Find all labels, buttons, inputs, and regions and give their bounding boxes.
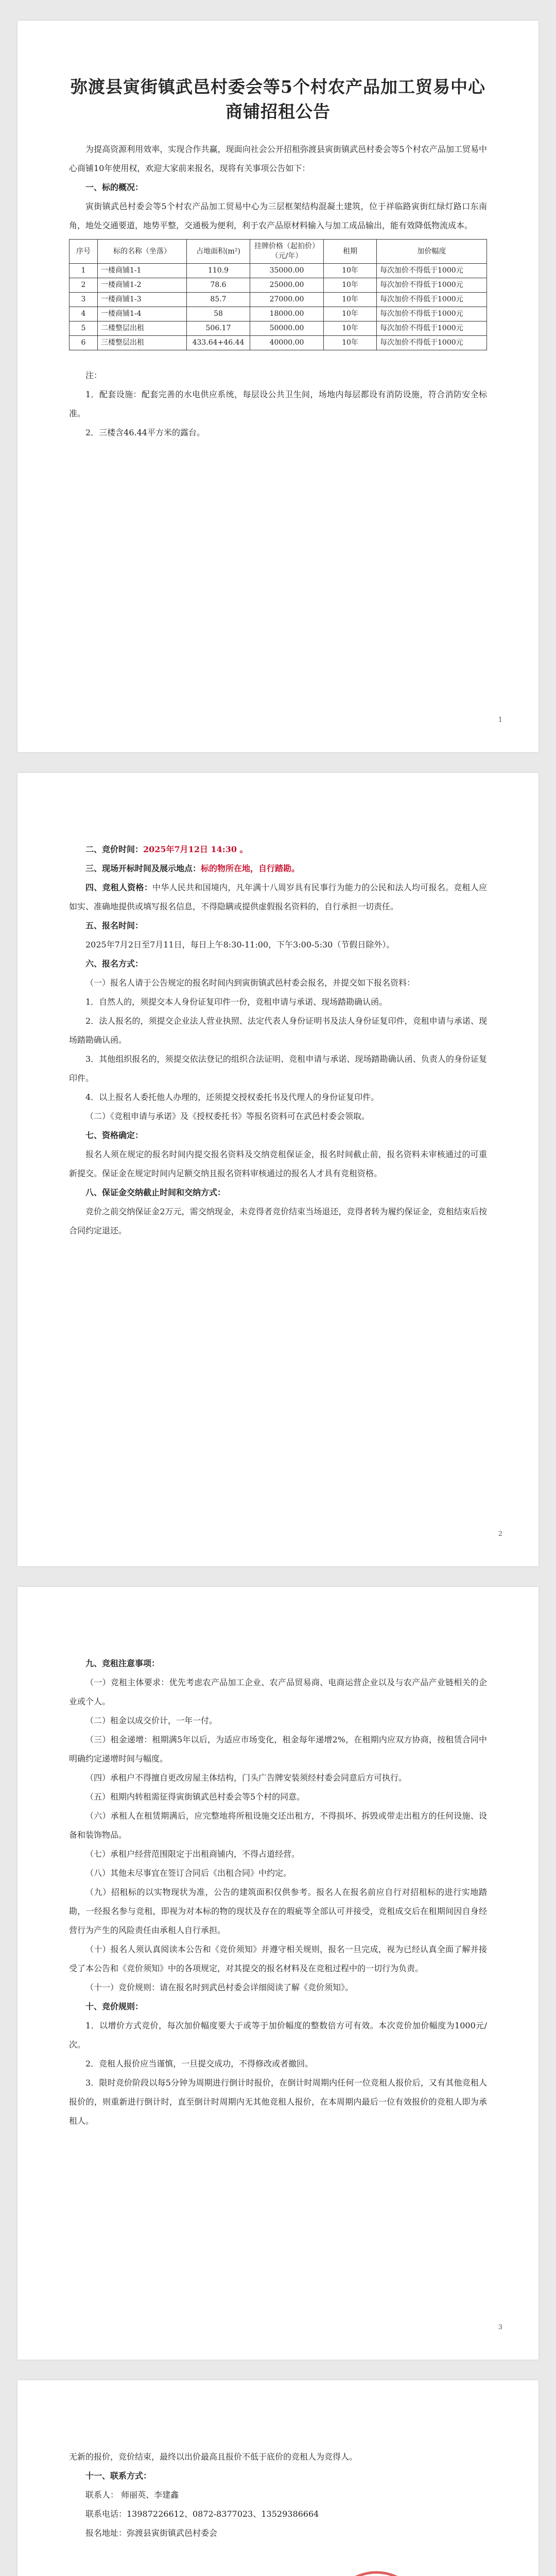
table-cell: 一楼商铺1-3 xyxy=(98,293,187,307)
continuation-paragraph: 无新的报价，竞价结束，最终以出价最高且报价不低于底价的竞租人为竞得人。 xyxy=(69,2452,358,2462)
table-cell: 6 xyxy=(70,336,98,350)
section-2-heading: 二、竞价时间： xyxy=(85,844,144,854)
table-cell: 3 xyxy=(70,293,98,307)
table-cell: 每次加价不得低于1000元 xyxy=(377,307,487,321)
table-cell: 4 xyxy=(70,307,98,321)
table-cell: 506.17 xyxy=(187,321,250,336)
official-seal-icon xyxy=(325,2568,428,2576)
section-9-paragraph: （一）竞租主体要求：优先考虑农产品加工企业、农产品贸易商、电商运营企业以及与农产品产业链相关的企业或个人。 xyxy=(69,1677,487,1706)
section-8-body: 竞价之前交纳保证金2万元，需交纳现金，未竞得者竞价结束当场退还，竞得者转为履约保证金，竞租结束后按合同约定退还。 xyxy=(69,1207,487,1235)
table-cell: 10年 xyxy=(324,307,377,321)
page-number: 2 xyxy=(498,1530,502,1538)
table-cell: 50000.00 xyxy=(250,321,324,336)
page-number: 1 xyxy=(498,716,502,724)
table-cell: 58 xyxy=(187,307,250,321)
section-3-heading: 三、现场开标时间及展示地点： xyxy=(85,863,201,873)
document-page-3 xyxy=(18,1587,538,2360)
section-9-paragraph: （六）承租人在租赁期满后，应完整地将所租设施交还出租方，不得损坏、拆毁或带走出租方的任何设施、设备和装饰物品。 xyxy=(69,1811,487,1840)
table-cell: 每次加价不得低于1000元 xyxy=(377,321,487,336)
section-10-heading: 十、竞价规则： xyxy=(85,2002,144,2011)
section-4 xyxy=(69,878,487,916)
bid-time: 2025年7月12日 14:30 。 xyxy=(143,844,248,854)
table-cell: 每次加价不得低于1000元 xyxy=(377,264,487,278)
contact-person: 联系人： 师丽英、李建鑫 xyxy=(85,2490,179,2500)
section-10-rule: 2．竞租人报价应当谨慎，一旦提交成功，不得修改或者撤回。 xyxy=(85,2059,314,2069)
table-header: 占地面积(m²) xyxy=(187,240,250,264)
table-row xyxy=(70,336,487,350)
section-9-paragraph: （八）其他未尽事宜在签订合同后《出租合同》中约定。 xyxy=(85,1868,292,1878)
section-6-paragraph: 1．自然人的，须提交本人身份证复印件一份，竞租申请与承诺、现场踏勘确认函。 xyxy=(85,997,388,1007)
section-4-heading: 四、竞租人资格： xyxy=(85,883,153,892)
section-11-heading: 十一、联系方式： xyxy=(85,2471,152,2481)
table-cell: 二楼整层出租 xyxy=(98,321,187,336)
table-cell: 三楼整层出租 xyxy=(98,336,187,350)
table-cell: 10年 xyxy=(324,293,377,307)
table-row xyxy=(70,264,487,278)
table-header: 租期 xyxy=(324,240,377,264)
table-cell: 每次加价不得低于1000元 xyxy=(377,293,487,307)
lease-table xyxy=(69,239,487,350)
table-cell: 一楼商铺1-1 xyxy=(98,264,187,278)
table-row xyxy=(70,307,487,321)
section-7-body: 报名人须在规定的报名时间内提交报名资料及交纳竞租保证金，报名时间截止前，报名资料未审核通过的可重新提交。保证金在规定时间内足额交纳且报名资料审核通过的报名人才具有竞租资格。 xyxy=(69,1149,487,1178)
section-6-paragraph: 2．法人报名的，须提交企业法人营业执照、法定代表人身份证明书及法人身份证复印件，竞租申请与承诺、现场踏勘确认函。 xyxy=(69,1016,487,1045)
notes-label: 注： xyxy=(85,370,102,380)
table-cell: 35000.00 xyxy=(250,264,324,278)
section-9-paragraph: （四）承租户不得擅自更改房屋主体结构，门头广告牌安装须经村委会同意后方可执行。 xyxy=(85,1773,407,1783)
section-9-paragraph: （七）承租户经营范围限定于出租商铺内，不得占道经营。 xyxy=(85,1849,300,1859)
note-1: 1．配套设施：配套完善的水电供应系统，每层设公共卫生间，场地内每层都设有消防设施，符合消防安全标准。 xyxy=(69,389,487,418)
contact-phone: 联系电话：13987226612、0872-8377023、13529386664 xyxy=(85,2509,319,2519)
table-cell: 78.6 xyxy=(187,278,250,293)
section-9-paragraph: （九）招租标的以实物现状为准，公告的建筑面积仅供参考。报名人在报名前应自行对招租标的进行实地踏勘，一经报名参与竞租，即视为对本标的物的现状及存在的瑕疵等全部认可并接受，竞租成交后在租期间因自身经营行为产生的风险责任由承租人自行承担。 xyxy=(69,1887,487,1935)
table-header-row xyxy=(70,240,487,264)
document-page-4 xyxy=(18,2380,538,2576)
table-cell: 一楼商铺1-2 xyxy=(98,278,187,293)
section-1-heading: 一、标的概况： xyxy=(85,182,144,192)
notes-block xyxy=(69,366,487,442)
section-9-paragraph: （十）报名人须认真阅读本公告和《竞价须知》并遵守相关规则，报名一旦完成，视为已经认真全面了解并接受了本公告和《竞价须知》中的各项规定，对其提交的报名材料及在竞租过程中的一切行为负责。 xyxy=(69,1944,487,1973)
intro-paragraph: 为提高资源利用效率，实现合作共赢，现面向社会公开招租弥渡县寅街镇武邑村委会等5个村农产品加工贸易中心商铺10年使用权，欢迎大家前来报名，现将有关事项公告如下： xyxy=(69,144,487,173)
site-location: 标的物所在地，自行踏勘。 xyxy=(201,863,300,873)
section-9-heading: 九、竞租注意事项： xyxy=(85,1658,160,1668)
table-cell: 110.9 xyxy=(187,264,250,278)
document-page-1 xyxy=(18,21,538,752)
table-cell: 5 xyxy=(70,321,98,336)
document-page-2 xyxy=(18,773,538,1566)
table-header: 标的名称（坐落） xyxy=(98,240,187,264)
table-cell: 一楼商铺1-4 xyxy=(98,307,187,321)
section-1-body: 寅街镇武邑村委会等5个村农产品加工贸易中心为三层框架结构混凝土建筑，位于祥临路寅街红绿灯路口东南角，地处交通要道，地势平整，交通极为便利，利于农产品原材料输入与加工成品输出，能有效降低物流成本。 xyxy=(69,201,487,230)
table-cell: 25000.00 xyxy=(250,278,324,293)
table-row xyxy=(70,293,487,307)
table-header: 加价幅度 xyxy=(377,240,487,264)
section-9-paragraph: （三）租金递增：租期满5年以后，为适应市场变化，租金每年递增2%，在租期内应双方协商，按租赁合同中明确约定递增时间与幅度。 xyxy=(69,1735,487,1764)
section-6-paragraph: 4．以上报名人委托他人办理的，还须提交授权委托书及代理人的身份证复印件。 xyxy=(85,1092,379,1102)
table-cell: 85.7 xyxy=(187,293,250,307)
section-5-body: 2025年7月2日至7月11日，每日上午8:30-11:00，下午3:00-5:30（节假日除外）。 xyxy=(85,940,395,950)
table-cell: 10年 xyxy=(324,264,377,278)
table-cell: 2 xyxy=(70,278,98,293)
table-cell: 10年 xyxy=(324,278,377,293)
section-10-rule: 3．限时竞价阶段以每5分钟为周期进行倒计时报价，在倒计时周期内任何一位竞租人报价后，又有其他竞租人报价的，则重新进行倒计时，直至倒计时周期内无其他竞租人报价，在本周期内最后一位有效报价的竞租人即为承租人。 xyxy=(69,2078,487,2126)
section-9-paragraph: （十一）竞价规则：请在报名时到武邑村委会详细阅读了解《竞价须知》。 xyxy=(85,1982,354,1992)
section-6-paragraph: 3．其他组织报名的，须提交依法登记的组织合法证明、竞租申请与承诺、现场踏勘确认函、负责人的身份证复印件。 xyxy=(69,1054,487,1083)
table-cell: 10年 xyxy=(324,321,377,336)
table-cell: 40000.00 xyxy=(250,336,324,350)
table-header: 挂牌价格（起拍价）（元/年） xyxy=(250,240,324,264)
table-row xyxy=(70,278,487,293)
table-row xyxy=(70,321,487,336)
table-header: 序号 xyxy=(70,240,98,264)
section-3 xyxy=(69,859,487,878)
table-cell: 每次加价不得低于1000元 xyxy=(377,336,487,350)
section-9-paragraph: （二）租金以成交价计，一年一付。 xyxy=(85,1716,218,1725)
document-title: 弥渡县寅街镇武邑村委会等5个村农产品加工贸易中心商铺招租公告 xyxy=(71,77,485,122)
section-2 xyxy=(69,840,487,859)
section-6-paragraph: （二）《竞租申请与承诺》及《授权委托书》等报名资料可在武邑村委会领取。 xyxy=(85,1111,370,1121)
section-5-heading: 五、报名时间： xyxy=(85,921,144,930)
section-7-heading: 七、资格确定： xyxy=(85,1130,144,1140)
section-6-paragraph: （一）报名人请于公告规定的报名时间内到寅街镇武邑村委会报名，并提交如下报名资料： xyxy=(85,978,415,988)
contact-address: 报名地址：弥渡县寅街镇武邑村委会 xyxy=(85,2528,218,2538)
section-8-heading: 八、保证金交纳截止时间和交纳方式： xyxy=(85,1188,226,1197)
section-9-paragraph: （五）租期内转租需征得寅街镇武邑村委会等5个村的同意。 xyxy=(85,1792,305,1802)
section-6-heading: 六、报名方式： xyxy=(85,959,144,969)
page-number: 3 xyxy=(498,2324,502,2331)
table-cell: 433.64+46.44 xyxy=(187,336,250,350)
note-2: 2．三楼含46.44平方米的露台。 xyxy=(85,428,205,437)
table-cell: 1 xyxy=(70,264,98,278)
table-cell: 每次加价不得低于1000元 xyxy=(377,278,487,293)
table-cell: 18000.00 xyxy=(250,307,324,321)
section-4-body: 中华人民共和国境内，凡年满十八周岁具有民事行为能力的公民和法人均可报名。竞租人应如实、准确地提供或填写报名信息，不得隐瞒或提供虚假报名资料的，自行承担一切责任。 xyxy=(69,883,487,911)
table-cell: 10年 xyxy=(324,336,377,350)
section-10-rule: 1．以增价方式竞价，每次加价幅度要大于或等于加价幅度的整数倍方可有效。本次竞价加价幅度为1000元/次。 xyxy=(69,2021,487,2049)
table-cell: 27000.00 xyxy=(250,293,324,307)
